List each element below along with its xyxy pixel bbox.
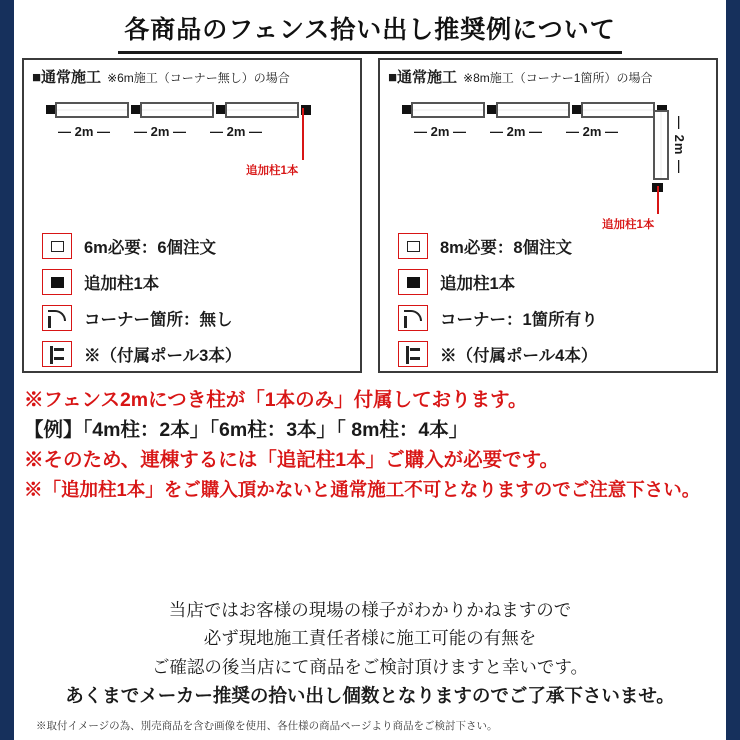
corner-icon — [42, 305, 72, 331]
fence-post-icon — [572, 105, 581, 114]
panels-container — [14, 58, 726, 373]
notes-block — [24, 385, 724, 504]
dimension-label: ― 2m ― — [565, 124, 618, 139]
legend-item — [398, 300, 706, 336]
dimension-label: ― 2m ― — [489, 124, 542, 139]
pole-icon — [398, 341, 428, 367]
legend-item — [398, 336, 706, 372]
legend-item — [42, 264, 350, 300]
panel-8m-dimensions — [402, 124, 630, 139]
legend-label: 追加柱1本 — [84, 275, 160, 293]
bottom-line: あくまでメーカー推奨の拾い出し個数となりますのでご了承下さいませ。 — [65, 685, 675, 707]
panel-6m-dimensions — [46, 124, 274, 139]
page-title: 各商品のフェンス拾い出し推奨例について — [118, 8, 622, 54]
legend-item — [42, 300, 350, 336]
legend-label: 8m必要：8個注文 — [440, 239, 573, 257]
bottom-line: 必ず現地施工責任者様に施工可能の有無を — [203, 628, 537, 649]
panel-8m-note: ※8m施工（コーナー1箇所）の場合 — [463, 71, 653, 85]
content-area — [14, 0, 726, 740]
fence-post-icon — [402, 105, 411, 114]
fence-segment — [581, 102, 655, 118]
fence-segment-vertical — [653, 110, 669, 180]
legend-item — [398, 264, 706, 300]
legend-item — [398, 228, 706, 264]
open-square-icon — [42, 233, 72, 259]
page-title-wrap — [14, 8, 726, 54]
panel-6m-callout: 追加柱1本 — [246, 165, 299, 177]
corner-icon — [398, 305, 428, 331]
panel-6m-fence-row — [46, 102, 311, 118]
panel-8m — [378, 58, 718, 373]
panel-8m-legend — [398, 228, 706, 372]
panel-8m-schematic — [380, 94, 716, 244]
dimension-label: ― 2m ― — [209, 124, 262, 139]
panel-6m — [22, 58, 362, 373]
fence-post-icon — [131, 105, 140, 114]
fence-post-icon — [216, 105, 225, 114]
bottom-block — [14, 596, 726, 711]
panel-6m-header — [32, 66, 354, 87]
fence-segment — [225, 102, 299, 118]
dimension-label: ― 2m ― — [57, 124, 110, 139]
legend-label: コーナー：1箇所有り — [440, 311, 598, 329]
note-line: ※「追加柱1本」をご購入頂かないと通常施工不可となりますのでご注意下さい。 — [24, 478, 701, 500]
panel-8m-callout-line — [657, 186, 659, 214]
fence-post-icon — [46, 105, 55, 114]
note-line: ※フェンス2mにつき柱が「1本のみ」付属しております。 — [24, 389, 528, 411]
panel-6m-callout-line — [302, 108, 304, 160]
fence-segment — [140, 102, 214, 118]
bottom-line: ご確認の後当店にて商品をご検討頂けますと幸いです。 — [151, 656, 589, 677]
legend-label: 6m必要：6個注文 — [84, 239, 217, 257]
fence-segment — [411, 102, 485, 118]
fence-post-icon — [487, 105, 496, 114]
legend-label: ※（付属ポール4本） — [440, 347, 598, 365]
note-line: 【例】「4m柱：2本」「6m柱：3本」「 8m柱：4本」 — [24, 419, 469, 442]
dimension-label: ― 2m ― — [413, 124, 466, 139]
panel-8m-heading: ■通常施工 — [388, 69, 458, 86]
fence-segment — [496, 102, 570, 118]
open-square-icon — [398, 233, 428, 259]
pole-icon — [42, 341, 72, 367]
dimension-label: ― 2m ― — [133, 124, 186, 139]
panel-6m-schematic — [24, 94, 360, 244]
legend-label: コーナー箇所：無し — [84, 311, 233, 329]
panel-8m-callout: 追加柱1本 — [602, 219, 655, 231]
legend-label: ※（付属ポール3本） — [84, 347, 242, 365]
panel-6m-note: ※6m施工（コーナー無し）の場合 — [107, 71, 290, 85]
legend-item — [42, 336, 350, 372]
note-line: ※そのため、連棟するには「追記柱1本」ご購入が必要です。 — [24, 449, 560, 472]
dimension-label-vertical: ― 2m ― — [672, 116, 687, 175]
fence-segment — [55, 102, 129, 118]
panel-6m-legend — [42, 228, 350, 372]
legend-label: 追加柱1本 — [440, 275, 516, 293]
panel-8m-header — [388, 66, 710, 87]
legend-item — [42, 228, 350, 264]
filled-square-icon — [42, 269, 72, 295]
right-navy-rail — [726, 0, 740, 740]
panel-8m-fence-row — [402, 102, 667, 118]
filled-square-icon — [398, 269, 428, 295]
bottom-line: 当店ではお客様の現場の様子がわかりかねますので — [168, 600, 572, 620]
panel-6m-heading: ■通常施工 — [32, 69, 102, 86]
fineprint: ※取付イメージの為、別売商品を含む画像を使用、各仕様の商品ページより商品をご検討下さい。 — [36, 720, 498, 732]
left-navy-rail — [0, 0, 14, 740]
